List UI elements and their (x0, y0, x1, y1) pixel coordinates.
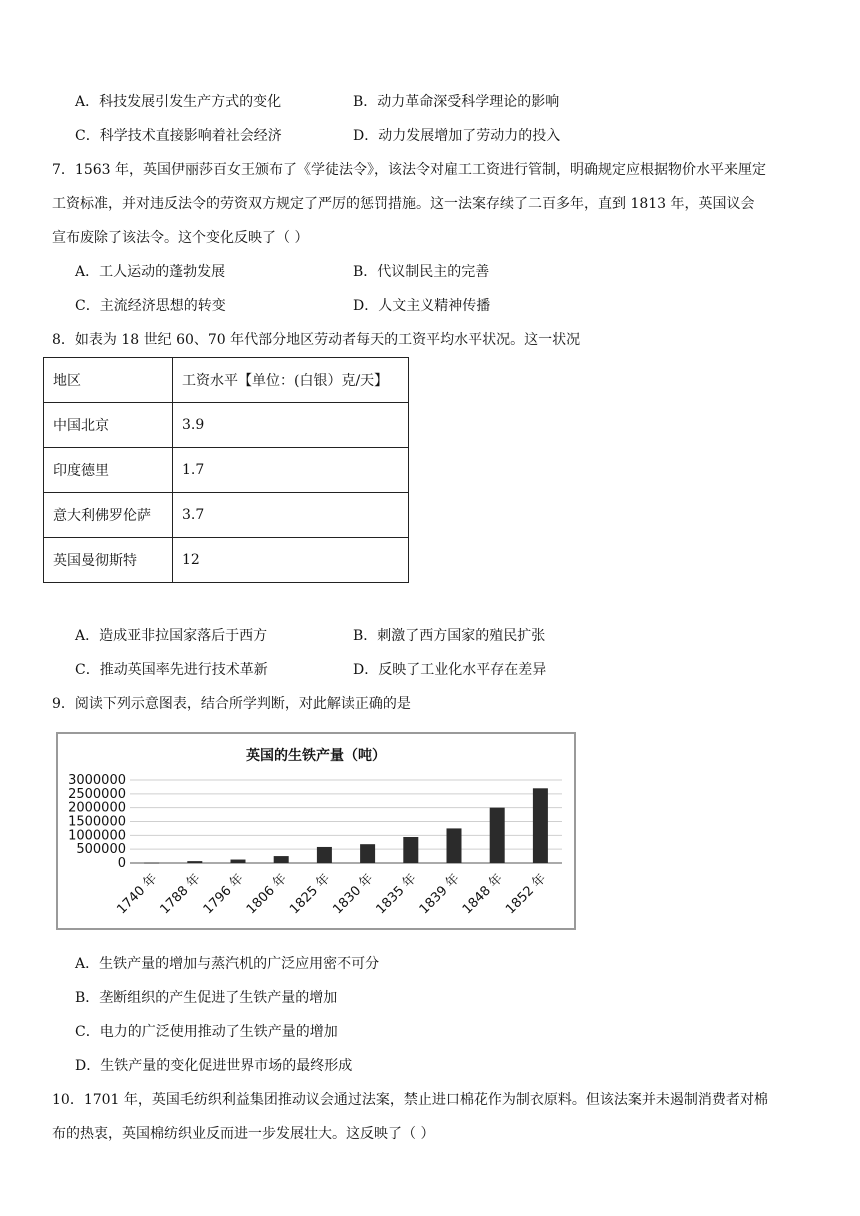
q10-stem-line-1: 10．1701 年，英国毛纺织利益集团推动议会通过法案，禁止进口棉花作为制衣原料。但该法案并未遏制消费者对棉 (52, 1092, 768, 1108)
y-tick-label: 1000000 (68, 828, 126, 844)
bar (187, 861, 202, 863)
y-tick-label: 3000000 (68, 773, 126, 788)
q6-option-b: B．动力革命深受科学理论的影响 (353, 94, 560, 110)
x-tick-label: 1740 年 (114, 871, 161, 918)
y-tick-label: 500000 (76, 842, 126, 858)
q8-option-a: A．造成亚非拉国家落后于西方 (75, 628, 268, 644)
wage-table (43, 357, 409, 583)
q10-stem-line-2: 布的热衷，英国棉纺织业反而进一步发展壮大。这反映了（ ） (52, 1126, 435, 1142)
pig-iron-chart (56, 732, 576, 930)
q9-stem: 9．阅读下列示意图表，结合所学判断，对此解读正确的是 (52, 696, 411, 712)
q9-option-c: C．电力的广泛使用推动了生铁产量的增加 (75, 1024, 338, 1040)
q6-option-a: A．科技发展引发生产方式的变化 (75, 94, 282, 110)
q8-stem: 8．如表为 18 世纪 60、70 年代部分地区劳动者每天的工资平均水平状况。这一状况 (52, 332, 581, 348)
q6-option-d: D．动力发展增加了劳动力的投入 (353, 128, 561, 144)
q9-option-a: A．生铁产量的增加与蒸汽机的广泛应用密不可分 (75, 956, 380, 972)
x-tick-label: 1806 年 (243, 871, 291, 918)
bar (403, 837, 418, 863)
table-cell: 12 (173, 538, 409, 583)
table-cell: 中国北京 (44, 403, 173, 448)
table-row (44, 403, 409, 448)
table-cell: 3.9 (173, 403, 409, 448)
table-header-row (44, 358, 409, 403)
table-cell: 1.7 (173, 448, 409, 493)
table-header-cell: 工资水平【单位：(白银）克/天】 (173, 358, 409, 403)
x-tick-label: 1830 年 (330, 871, 377, 918)
bar (317, 847, 332, 863)
bar (144, 863, 159, 864)
q7-option-c: C．主流经济思想的转变 (75, 298, 226, 314)
table-header-cell: 地区 (44, 358, 173, 403)
bar (231, 860, 246, 863)
x-tick-label: 1835 年 (373, 871, 420, 918)
bar (274, 856, 289, 863)
x-tick-label: 1852 年 (503, 871, 550, 918)
q8-option-c: C．推动英国率先进行技术革新 (75, 662, 268, 678)
x-tick-label: 1848 年 (459, 871, 507, 918)
x-tick-label: 1788 年 (157, 871, 204, 918)
pig-iron-chart-svg (58, 734, 574, 928)
table-cell: 英国曼彻斯特 (44, 538, 173, 583)
q6-option-c: C．科学技术直接影响着社会经济 (75, 128, 282, 144)
q9-option-d: D．生铁产量的变化促进世界市场的最终形成 (75, 1058, 353, 1074)
q7-stem-line-3: 宣布废除了该法令。这个变化反映了（ ） (52, 230, 309, 246)
y-tick-label: 2000000 (68, 800, 126, 816)
q7-option-d: D．人文主义精神传播 (353, 298, 491, 314)
y-tick-label: 1500000 (68, 814, 126, 830)
bar (533, 788, 548, 863)
x-tick-label: 1796 年 (200, 871, 247, 918)
q8-option-d: D．反映了工业化水平存在差异 (353, 662, 547, 678)
q7-stem-line-2: 工资标准，并对违反法令的劳资双方规定了严厉的惩罚措施。这一法案存续了二百多年，直到 1813 年，英国议会 (52, 196, 755, 212)
q8-option-b: B．刺激了西方国家的殖民扩张 (353, 628, 546, 644)
q9-option-b: B．垄断组织的产生促进了生铁产量的增加 (75, 990, 338, 1006)
bar (360, 844, 375, 863)
table-cell: 印度德里 (44, 448, 173, 493)
x-tick-label: 1839 年 (416, 871, 463, 918)
table-row (44, 538, 409, 583)
q7-stem-line-1: 7．1563 年，英国伊丽莎百女王颁布了《学徒法令》，该法令对雇工工资进行管制，明确规定应根据物价水平来厘定 (52, 162, 766, 178)
table-row (44, 448, 409, 493)
y-tick-label: 2500000 (68, 786, 126, 802)
table-cell: 意大利佛罗伦萨 (44, 493, 173, 538)
q7-option-b: B．代议制民主的完善 (353, 264, 490, 280)
table-row (44, 493, 409, 538)
x-tick-label: 1825 年 (287, 871, 334, 918)
y-tick-label: 0 (117, 856, 126, 871)
bar (447, 828, 462, 863)
bar (490, 808, 505, 863)
chart-title: 英国的生铁产量（吨） (246, 748, 386, 764)
q7-option-a: A．工人运动的蓬勃发展 (75, 264, 226, 280)
table-cell: 3.7 (173, 493, 409, 538)
